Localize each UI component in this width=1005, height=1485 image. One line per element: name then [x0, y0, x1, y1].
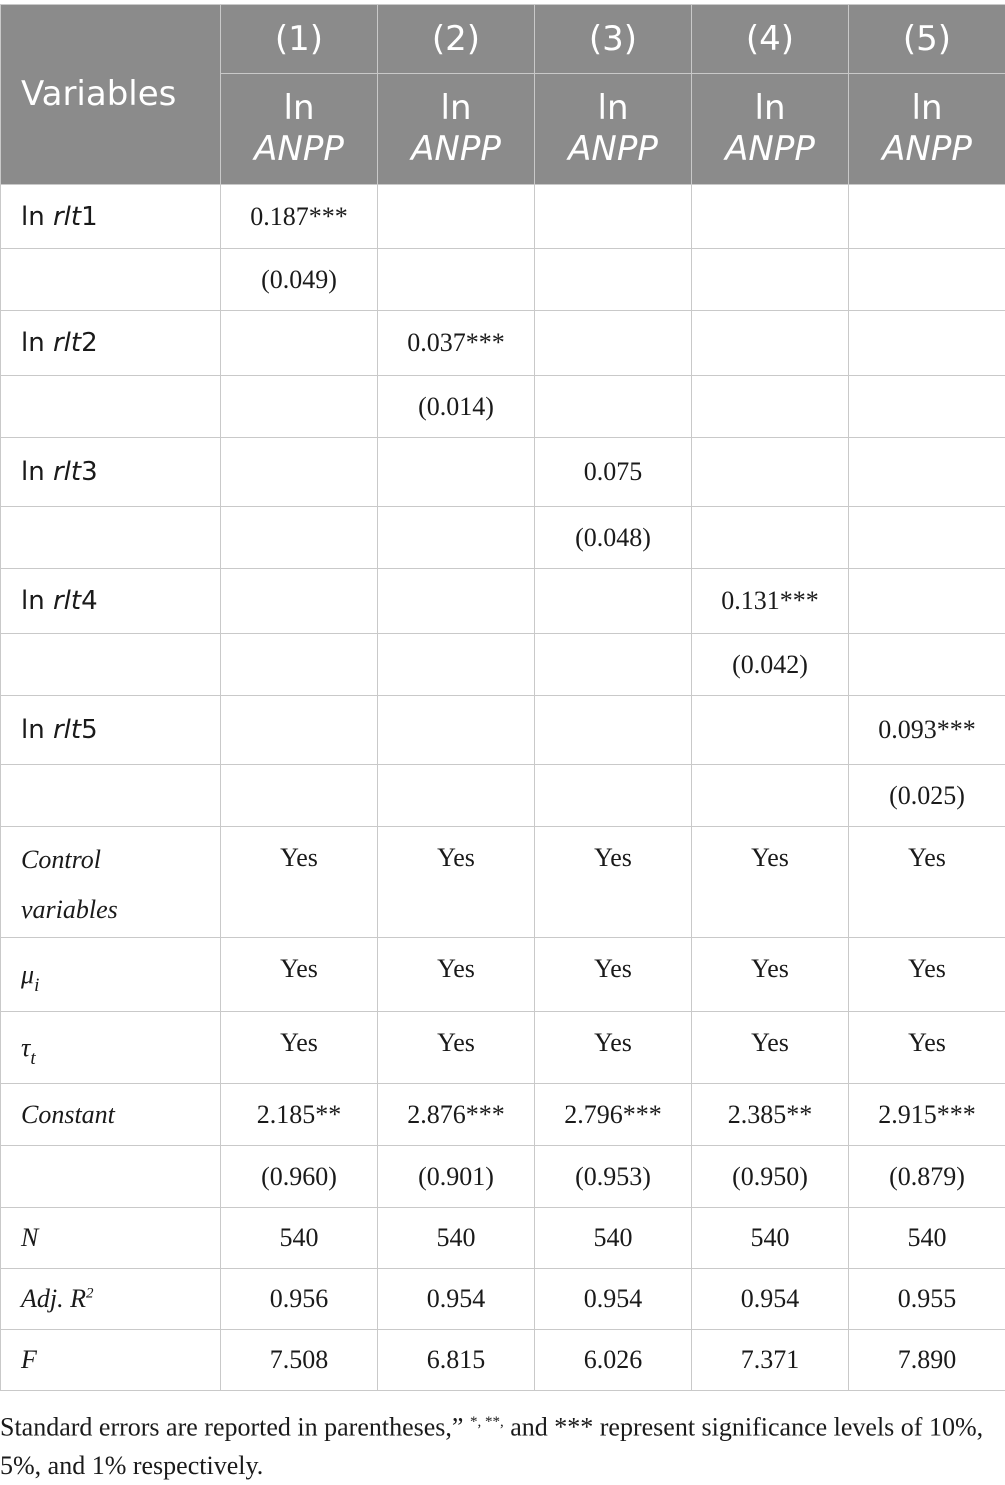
cell [1, 1146, 221, 1208]
cell [692, 185, 849, 249]
header-row-columns [1, 5, 1005, 74]
cell [1, 507, 221, 569]
cell [221, 634, 378, 696]
col-header-4: (4) [692, 5, 849, 74]
row-label-controls: Control variables [1, 827, 221, 938]
col-header-2: (2) [378, 5, 535, 74]
cell: (0.950) [692, 1146, 849, 1208]
cell: (0.879) [849, 1146, 1005, 1208]
cell: Yes [535, 1012, 692, 1084]
dep-var-header: ln ANPP [692, 74, 849, 185]
table-row [1, 438, 1005, 507]
table-row-constant [1, 1084, 1005, 1146]
cell [378, 569, 535, 634]
table-row [1, 311, 1005, 376]
cell: 2.385** [692, 1084, 849, 1146]
cell [535, 376, 692, 438]
col-header-3: (3) [535, 5, 692, 74]
cell [221, 765, 378, 827]
table-row-adjr2 [1, 1269, 1005, 1330]
table-row [1, 765, 1005, 827]
cell [849, 438, 1005, 507]
cell [378, 696, 535, 765]
cell [849, 569, 1005, 634]
cell [692, 696, 849, 765]
cell [1, 376, 221, 438]
cell [692, 507, 849, 569]
col-header-1: (1) [221, 5, 378, 74]
row-label-rlt3: ln rlt3 [1, 438, 221, 507]
regression-table [0, 4, 1005, 1391]
cell: 0.075 [535, 438, 692, 507]
cell: (0.960) [221, 1146, 378, 1208]
cell: 0.955 [849, 1269, 1005, 1330]
cell [535, 185, 692, 249]
cell [221, 696, 378, 765]
cell [535, 696, 692, 765]
cell: Yes [378, 1012, 535, 1084]
cell: 540 [692, 1208, 849, 1269]
cell [535, 311, 692, 376]
row-label-constant: Constant [1, 1084, 221, 1146]
cell: Yes [692, 827, 849, 938]
cell: 2.915*** [849, 1084, 1005, 1146]
cell: (0.014) [378, 376, 535, 438]
cell [1, 765, 221, 827]
cell [692, 376, 849, 438]
cell [849, 185, 1005, 249]
cell: 2.185** [221, 1084, 378, 1146]
cell: 540 [221, 1208, 378, 1269]
cell [378, 507, 535, 569]
cell: 0.131*** [692, 569, 849, 634]
cell: 0.954 [535, 1269, 692, 1330]
cell: 7.890 [849, 1330, 1005, 1391]
dep-var-header: ln ANPP [535, 74, 692, 185]
cell: Yes [535, 827, 692, 938]
cell: Yes [849, 1012, 1005, 1084]
dep-var-header: ln ANPP [849, 74, 1005, 185]
table-row [1, 1146, 1005, 1208]
table-row [1, 634, 1005, 696]
cell: Yes [692, 938, 849, 1012]
cell: (0.048) [535, 507, 692, 569]
cell [221, 438, 378, 507]
table-row [1, 696, 1005, 765]
cell: 2.796*** [535, 1084, 692, 1146]
cell: Yes [692, 1012, 849, 1084]
table-row-f [1, 1330, 1005, 1391]
cell: 0.037*** [378, 311, 535, 376]
table-row-tau [1, 1012, 1005, 1084]
table-row [1, 249, 1005, 311]
row-label-n: N [1, 1208, 221, 1269]
col-header-5: (5) [849, 5, 1005, 74]
cell [221, 311, 378, 376]
cell [378, 185, 535, 249]
cell [535, 569, 692, 634]
row-label-rlt4: ln rlt4 [1, 569, 221, 634]
cell [221, 569, 378, 634]
table-row-n [1, 1208, 1005, 1269]
cell [535, 249, 692, 311]
cell [535, 634, 692, 696]
cell [378, 249, 535, 311]
variables-header: Variables [1, 5, 221, 185]
cell [221, 376, 378, 438]
table-footnote: Standard errors are reported in parentheses,” *, **, and *** represent significance levels of 10%, 5%, and 1% respectively. [0, 1403, 1000, 1485]
cell: Yes [535, 938, 692, 1012]
cell: 540 [378, 1208, 535, 1269]
row-label-adjr2: Adj. $R^2$ [1, 1269, 221, 1330]
row-label-f: F [1, 1330, 221, 1391]
cell [1, 634, 221, 696]
cell: Yes [378, 938, 535, 1012]
cell [692, 249, 849, 311]
cell: 7.371 [692, 1330, 849, 1391]
cell: Yes [849, 938, 1005, 1012]
cell [692, 765, 849, 827]
row-label-rlt2: ln rlt2 [1, 311, 221, 376]
cell: Yes [221, 1012, 378, 1084]
cell: 0.954 [692, 1269, 849, 1330]
cell [378, 438, 535, 507]
table-row [1, 507, 1005, 569]
cell: Yes [378, 827, 535, 938]
cell [1, 249, 221, 311]
cell: (0.953) [535, 1146, 692, 1208]
cell: 0.093*** [849, 696, 1005, 765]
cell [849, 249, 1005, 311]
cell [849, 507, 1005, 569]
cell [221, 507, 378, 569]
cell: 540 [535, 1208, 692, 1269]
row-label-rlt1: ln rlt1 [1, 185, 221, 249]
cell [849, 376, 1005, 438]
dep-var-header: ln ANPP [221, 74, 378, 185]
cell: 6.026 [535, 1330, 692, 1391]
row-label-rlt5: ln rlt5 [1, 696, 221, 765]
dep-var-header: ln ANPP [378, 74, 535, 185]
cell: 0.954 [378, 1269, 535, 1330]
cell [378, 765, 535, 827]
cell: (0.025) [849, 765, 1005, 827]
row-label-mu: $\mu_i$ [1, 938, 221, 1012]
cell: 0.956 [221, 1269, 378, 1330]
table-row [1, 569, 1005, 634]
cell [849, 634, 1005, 696]
cell: 6.815 [378, 1330, 535, 1391]
cell: (0.042) [692, 634, 849, 696]
cell: 540 [849, 1208, 1005, 1269]
cell: Yes [221, 827, 378, 938]
table-row-controls [1, 827, 1005, 938]
cell: 2.876*** [378, 1084, 535, 1146]
table-row [1, 185, 1005, 249]
cell [849, 311, 1005, 376]
cell: Yes [221, 938, 378, 1012]
cell [692, 311, 849, 376]
cell [378, 634, 535, 696]
table-row-mu [1, 938, 1005, 1012]
cell: 0.187*** [221, 185, 378, 249]
cell [692, 438, 849, 507]
row-label-tau: $\tau_t$ [1, 1012, 221, 1084]
cell: (0.901) [378, 1146, 535, 1208]
cell: (0.049) [221, 249, 378, 311]
cell: Yes [849, 827, 1005, 938]
cell [535, 765, 692, 827]
table-row [1, 376, 1005, 438]
cell: 7.508 [221, 1330, 378, 1391]
